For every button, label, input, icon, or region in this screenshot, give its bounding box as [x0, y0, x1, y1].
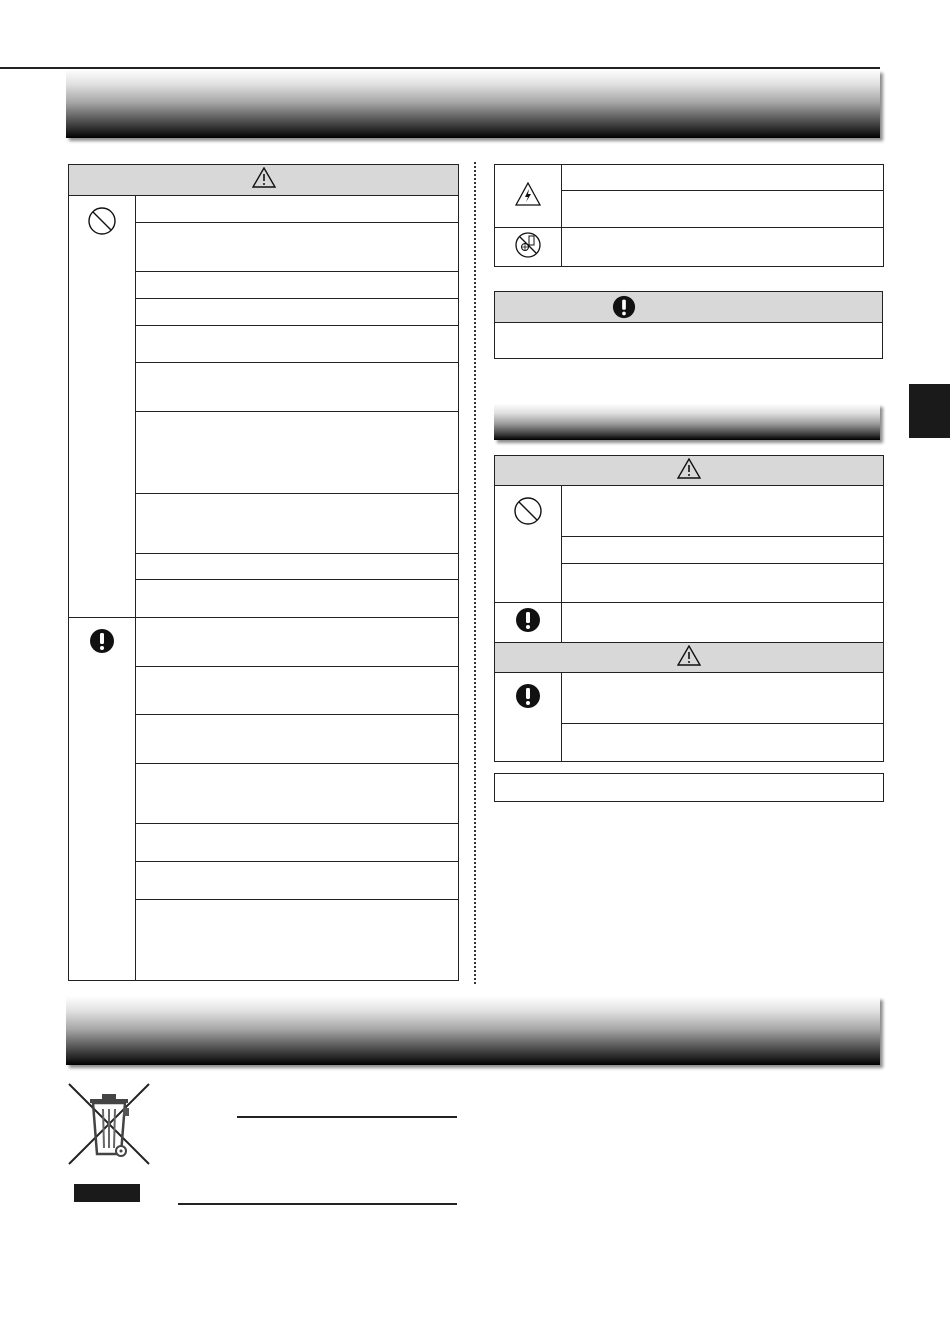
mandatory-item: [136, 900, 459, 981]
wet-hands-icon-cell: [495, 228, 562, 267]
mandatory-icon-cell: [69, 618, 136, 981]
warning-item: [136, 196, 459, 223]
section-banner-bottom: [66, 997, 880, 1065]
prohibited-circle-icon: [513, 496, 543, 526]
note-box: [494, 773, 884, 802]
left-safety-table: [68, 164, 459, 981]
warning-header: [69, 165, 459, 196]
electric-icon-cell: [495, 165, 562, 228]
warning-item: [136, 412, 459, 494]
right-electric-table: [494, 164, 884, 267]
column-divider: [474, 162, 476, 984]
warning-item: [136, 223, 459, 272]
warning-triangle-icon: [252, 167, 276, 188]
mandatory-item: [136, 824, 459, 862]
warning-item: [136, 494, 459, 554]
exclamation-circle-icon: [515, 683, 541, 709]
warning-item: [562, 537, 884, 564]
warning-item: [136, 326, 459, 363]
no-wet-hands-icon: [514, 231, 542, 259]
mandatory-icon-cell: [495, 603, 562, 643]
warning-item: [136, 272, 459, 299]
warning-item: [562, 486, 884, 537]
warning-item: [136, 299, 459, 326]
warning-triangle-icon: [677, 645, 701, 666]
electric-item: [562, 165, 884, 191]
caution-item: [562, 724, 884, 762]
right-lower-table: [494, 455, 884, 762]
mandatory-item: [562, 603, 884, 643]
mandatory-header: [495, 292, 883, 323]
crossed-out-bin-icon: [66, 1082, 152, 1168]
mandatory-item: [136, 764, 459, 824]
top-rule: [0, 67, 880, 69]
prohibited-icon-cell: [69, 196, 136, 618]
caution-item: [562, 673, 884, 724]
section-banner-top: [66, 70, 880, 138]
section-banner-right: [494, 404, 880, 440]
mandatory-item: [136, 618, 459, 667]
underline-1: [237, 1116, 457, 1118]
warning-item: [136, 363, 459, 412]
caution-header: [495, 643, 884, 673]
wet-hands-item: [562, 228, 884, 267]
note-text: [495, 774, 884, 802]
weee-bar: [74, 1184, 140, 1202]
electric-item: [562, 191, 884, 228]
chapter-tab: [909, 384, 950, 438]
mandatory-item: [136, 715, 459, 764]
mandatory-icon-cell: [495, 673, 562, 762]
exclamation-circle-icon: [612, 295, 636, 319]
warning-item: [562, 564, 884, 603]
mandatory-item: [136, 667, 459, 715]
notice-item: [495, 323, 883, 359]
electric-shock-icon: [515, 182, 541, 206]
exclamation-circle-icon: [515, 607, 541, 633]
right-notice-table: [494, 291, 883, 359]
warning-item: [136, 554, 459, 580]
warning-triangle-icon: [677, 458, 701, 479]
warning-header: [495, 456, 884, 486]
warning-item: [136, 580, 459, 618]
mandatory-item: [136, 862, 459, 900]
prohibited-circle-icon: [87, 206, 117, 236]
exclamation-circle-icon: [89, 628, 115, 654]
underline-2: [178, 1203, 457, 1205]
prohibited-icon-cell: [495, 486, 562, 603]
